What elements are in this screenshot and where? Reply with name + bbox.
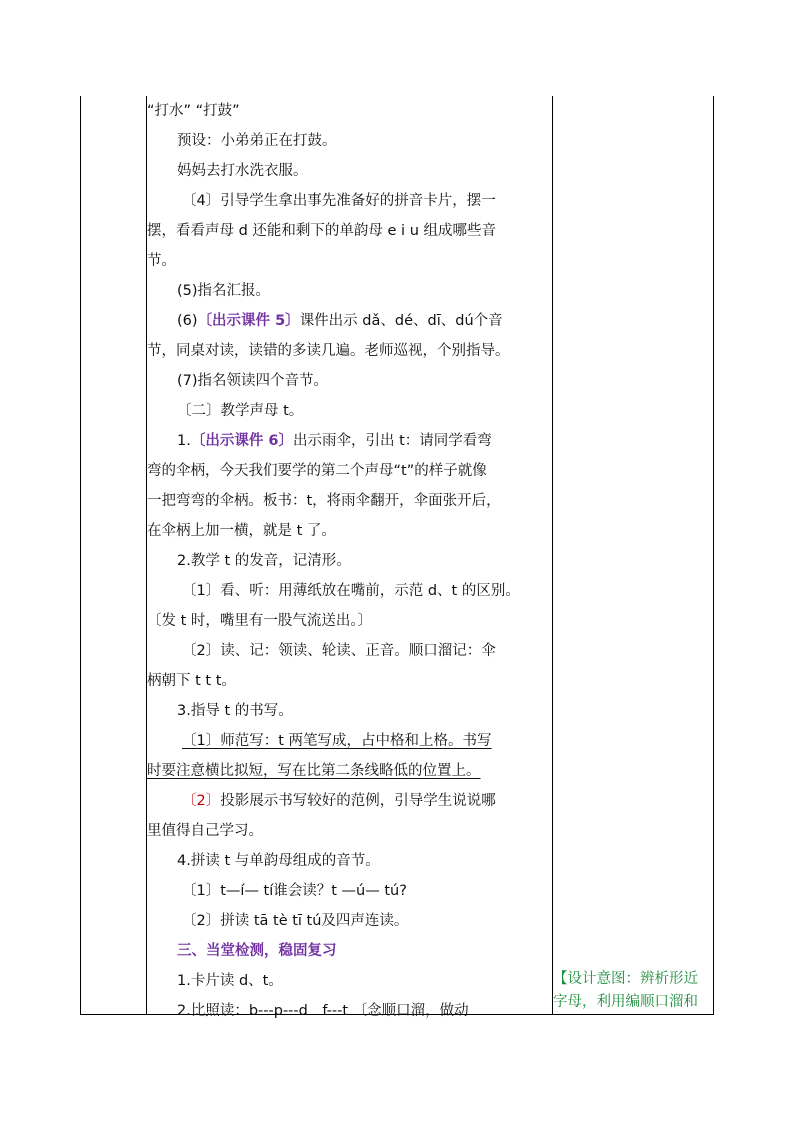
underlined-line: 〔1〕师范写：t 两笔写成，占中格和上格。书写 xyxy=(182,733,492,749)
text-line-red-marker xyxy=(147,786,552,816)
table-divider-2 xyxy=(552,96,553,1014)
text-line: 节。 xyxy=(147,253,176,269)
text-line: 〔2〕读、记：领读、轮读、正音。顺口溜记：伞 xyxy=(182,643,496,659)
line-prefix: 1. xyxy=(177,433,191,449)
side-note-line: 【设计意图：辨析形近 xyxy=(553,971,698,987)
text-line: (5)指名汇报。 xyxy=(177,283,271,299)
text-line: (7)指名领读四个音节。 xyxy=(177,373,329,389)
text-line: 一把弯弯的伞柄。板书：t，将雨伞翻开，伞面张开后， xyxy=(147,493,501,509)
text-line-courseware-6 xyxy=(147,426,552,456)
table-border-left xyxy=(80,96,81,1014)
text-line: 〔发 t 时，嘴里有一股气流送出。〕 xyxy=(147,613,373,629)
text-line-courseware-5 xyxy=(147,306,552,336)
text-line: 摆，看看声母 d 还能和剩下的单韵母 e i u 组成哪些音 xyxy=(147,223,496,239)
text-line: 1.卡片读 d、t。 xyxy=(177,973,283,989)
text-line: 〔2〕拼读 tā tè tī tú及四声连读。 xyxy=(182,913,409,929)
text-line: “打水” “打鼓” xyxy=(147,103,240,119)
text-line: 里值得自己学习。 xyxy=(147,823,263,839)
design-intent-note xyxy=(553,968,715,1014)
line-prefix: (6) xyxy=(177,313,198,329)
text-line: 〔1〕t—í— tí谁会读？t —ú— tú? xyxy=(182,883,407,899)
text-line: 2.比照读：b---p---d f---t 〔念顺口溜，做动 xyxy=(177,1003,469,1019)
lesson-content xyxy=(147,96,552,1026)
section-heading-t: 〔二〕教学声母 t。 xyxy=(177,403,304,419)
text-line: 3.指导 t 的书写。 xyxy=(177,703,293,719)
line-suffix: 出示雨伞，引出 t：请同学看弯 xyxy=(292,433,492,449)
text-line: 〔4〕引导学生拿出事先准备好的拼音卡片，摆一 xyxy=(182,193,496,209)
section-heading-review: 三、当堂检测，稳固复习 xyxy=(177,943,337,959)
text-line: 在伞柄上加一横，就是 t 了。 xyxy=(147,523,336,539)
text-line: 预设：小弟弟正在打鼓。 xyxy=(177,133,337,149)
line-suffix: 课件出示 dǎ、dé、dī、dú个音 xyxy=(299,313,503,329)
text-line: 柄朝下 t t t。 xyxy=(147,673,236,689)
side-note-line: 字母，利用编顺口溜和 xyxy=(553,994,698,1010)
table-border-right xyxy=(713,96,714,1014)
courseware-badge-6: 〔出示课件 6〕 xyxy=(190,433,293,449)
courseware-badge-5: 〔出示课件 5〕 xyxy=(197,313,300,329)
text-line: 妈妈去打水洗衣服。 xyxy=(177,163,308,179)
text-line: 弯的伞柄，今天我们要学的第二个声母“t”的样子就像 xyxy=(147,463,487,479)
text-line: 节，同桌对读，读错的多读几遍。老师巡视，个别指导。 xyxy=(147,343,510,359)
text-line: 2.教学 t 的发音，记清形。 xyxy=(177,553,351,569)
text-line: 4.拼读 t 与单韵母组成的音节。 xyxy=(177,853,380,869)
line-suffix: 投影展示书写较好的范例，引导学生说说哪 xyxy=(220,793,496,809)
underlined-line: 时要注意横比拟短，写在比第二条线略低的位置上。 xyxy=(147,763,481,779)
text-line: 〔1〕看、听：用薄纸放在嘴前，示范 d、t 的区别。 xyxy=(182,583,520,599)
red-marker: 〔2〕 xyxy=(182,793,221,809)
